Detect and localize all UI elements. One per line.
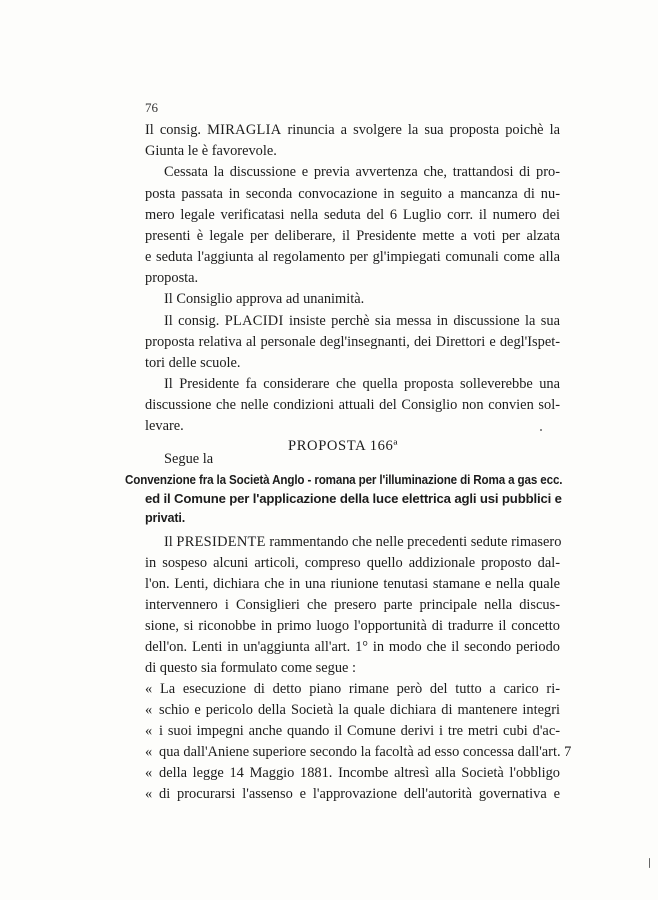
quote-line: « La esecuzione di detto piano rimane però del tutto a carico ri- (145, 681, 560, 697)
speaker-name: PRESIDENTE (176, 534, 266, 550)
text-line: discussione che nelle condizioni attuali del Consiglio non convien sol- (145, 397, 560, 413)
text-line: Il PRESIDENTE rammentando che nelle precedenti sedute rimasero (164, 534, 562, 550)
text-line: intervennero i Consiglieri che presero parte principale nella discus- (145, 597, 560, 613)
text-line: Il consig. MIRAGLIA rinuncia a svolgere la sua proposta poichè la (145, 122, 560, 138)
text-line: posta passata in seconda convocazione in seguito a mancanza di nu- (145, 186, 560, 202)
text-line: Il Presidente fa considerare che quella proposta solleverebbe una (164, 376, 560, 392)
scan-speck (540, 429, 542, 431)
text-line: mero legale verificatasi nella seduta del 6 Luglio corr. il numero dei (145, 207, 560, 223)
segue-line: Segue la (164, 451, 214, 467)
text-line: Cessata la discussione e previa avvertenza che, trattandosi di pro- (164, 164, 560, 180)
text-line: e seduta l'aggiunta al regolamento per gl'impiegati comunali come alla (145, 249, 560, 265)
text-line: in sospeso alcuni articoli, compreso quello addizionale proposto dal- (145, 555, 560, 571)
text-line: proposta relativa al personale degl'insegnanti, dei Direttori e degl'Ispet- (145, 334, 560, 350)
quote-line: « schio e pericolo della Società la quale dichiara di mantenere integri (145, 702, 560, 718)
proposal-title-line: privati. (145, 511, 186, 525)
page-number: 76 (145, 100, 158, 115)
text-line: Il Consiglio approva ad unanimità. (164, 291, 365, 307)
quote-line: « della legge 14 Maggio 1881. Incombe altresì alla Società l'obbligo (145, 765, 560, 781)
text-line: di questo sia formulato come segue : (145, 660, 357, 676)
text-line: presenti è legale per deliberare, il Presidente mette a voti per alzata (145, 228, 560, 244)
text-line: levare. (145, 418, 184, 434)
text-line: dell'on. Lenti in un'aggiunta all'art. 1° in modo che il secondo periodo (145, 639, 560, 655)
text-line: Il consig. PLACIDI insiste perchè sia messa in discussione la sua (164, 313, 560, 329)
speaker-name: MIRAGLIA (207, 122, 282, 138)
text-line: sione, si riconobbe in primo luogo l'opportunità di tradurre il concetto (145, 618, 560, 634)
proposal-title-line: ed il Comune per l'applicazione della luce elettrica agli usi pubblici e (145, 492, 562, 506)
text-line: l'on. Lenti, dichiara che in una riunione tenutasi stamane e nella quale (145, 576, 560, 592)
scan-speck (649, 858, 650, 868)
text-line: proposta. (145, 270, 199, 286)
text-line: Giunta le è favorevole. (145, 143, 277, 159)
proposal-title-line: Convenzione fra la Società Anglo - romana per l'illuminazione di Roma a gas ecc. (125, 473, 563, 487)
text-line: tori delle scuole. (145, 355, 241, 371)
proposal-heading: PROPOSTA 166ª (288, 438, 399, 454)
quote-line: « i suoi impegni anche quando il Comune derivi i tre metri cubi d'ac- (145, 723, 560, 739)
quote-line: « qua dall'Aniene superiore secondo la facoltà ad esso concessa dall'art. 7 (145, 744, 572, 760)
speaker-name: PLACIDI (224, 313, 284, 329)
quote-line: « di procurarsi l'assenso e l'approvazione dell'autorità governativa e (145, 786, 560, 802)
